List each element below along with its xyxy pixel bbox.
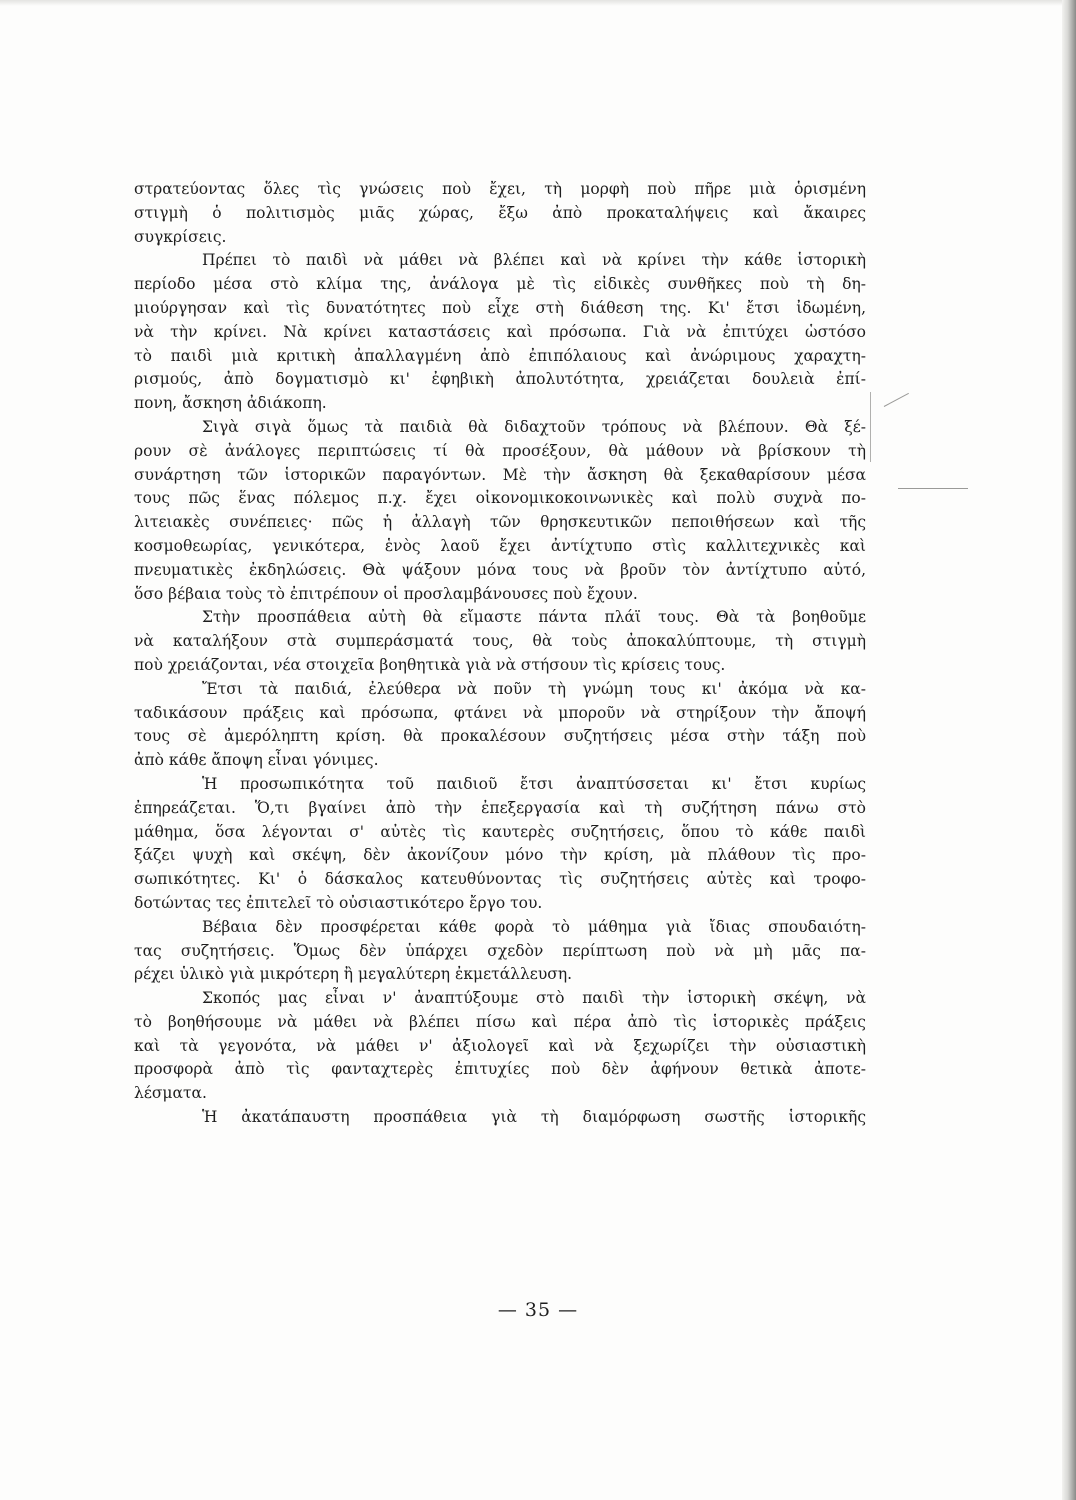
text-line: μιούργησαν καὶ τὶς δυνατότητες ποὺ εἶχε στὴ διάθεση της. Κι' ἔτσι ἰδωμένη, [134, 298, 866, 317]
text-line: ρισμούς, ἀπὸ δογματισμὸ κι' ἐφηβικὴ ἀπολυτότητα, χρειάζεται δουλειὰ ἐπί- [134, 370, 866, 389]
text-line: τους πῶς ἕνας πόλεμος π.χ. ἔχει οἰκονομικοκοινωνικὲς καὶ πολὺ συχνὰ πο- [134, 489, 866, 508]
margin-pencil-mark [870, 392, 871, 462]
text-line: μάθημα, ὅσα λέγονται σ' αὐτὲς τὶς καυτερὲς συζητήσεις, ὅπου τὸ κάθε παιδὶ [134, 822, 866, 841]
text-line: ταδικάσουν πράξεις καὶ πρόσωπα, φτάνει νὰ μποροῦν νὰ στηρίξουν τὴν ἄποψή [134, 703, 866, 722]
text-line: κοσμοθεωρίας, γενικότερα, ἑνὸς λαοῦ ἔχει ἀντίχτυπο στὶς καλλιτεχνικὲς καὶ [134, 536, 866, 555]
text-line: ξάζει ψυχὴ καὶ σκέψη, δὲν ἀκονίζουν μόνο τὴν κρίση, μὰ πλάθουν τὶς προ- [134, 846, 866, 865]
text-line: ρουν σὲ ἀνάλογες περιπτώσεις τί θὰ προσέξουν, θὰ μάθουν νὰ βρίσκουν τὴ [134, 441, 866, 460]
page-number: — 35 — [497, 1299, 579, 1321]
page-binding-edge [1062, 0, 1076, 1500]
text-line: τας συζητήσεις. Ὅμως δὲν ὑπάρχει σχεδὸν περίπτωση ποὺ νὰ μὴ μᾶς πα- [134, 941, 866, 960]
text-line: περίοδο μέσα στὸ κλίμα της, ἀνάλογα μὲ τὶς εἰδικὲς συνθῆκες ποὺ τὴ δη- [134, 275, 866, 294]
text-line: ποὺ χρειάζονται, νέα στοιχεῖα βοηθητικὰ γιὰ νὰ στήσουν τὶς κρίσεις τους. [134, 655, 726, 674]
text-line: συγκρίσεις. [134, 227, 227, 246]
text-line: συνάρτηση τῶν ἱστορικῶν παραγόντων. Μὲ τὴν ἄσκηση θὰ ξεκαθαρίσουν μέσα [134, 465, 866, 484]
text-line: πνευματικὲς ἐκδηλώσεις. Θὰ ψάξουν μόνα τους νὰ βροῦν τὸν ἀντίχτυπο αὐτό, [134, 560, 866, 579]
text-line: νὰ τὴν κρίνει. Νὰ κρίνει καταστάσεις καὶ πρόσωπα. Γιὰ νὰ ἐπιτύχει ὡστόσο [134, 322, 866, 341]
text-line: Βέβαια δὲν προσφέρεται κάθε φορὰ τὸ μάθημα γιὰ ἴδιας σπουδαιότη- [202, 917, 866, 936]
text-line: ἀπὸ κάθε ἄποψη εἶναι γόνιμες. [134, 751, 379, 770]
text-line: πονη, ἄσκηση ἀδιάκοπη. [134, 394, 327, 413]
text-line: ρέχει ὑλικὸ γιὰ μικρότερη ἢ μεγαλύτερη ἐκμετάλλευση. [134, 965, 573, 984]
text-line: σωπικότητες. Κι' ὁ δάσκαλος κατευθύνοντας τὶς συζητήσεις αὐτὲς καὶ τροφο- [134, 870, 866, 889]
text-line: λιτειακὲς συνέπειες· πῶς ἡ ἀλλαγὴ τῶν θρησκευτικῶν πεποιθήσεων καὶ τῆς [134, 513, 866, 532]
text-line: νὰ καταλήξουν στὰ συμπεράσματά τους, θὰ τοὺς ἀποκαλύπτουμε, τὴ στιγμὴ [134, 632, 866, 651]
text-line: προσφορὰ ἀπὸ τὶς φανταχτερὲς ἐπιτυχίες ποὺ δὲν ἀφήνουν θετικὰ ἀποτε- [134, 1060, 866, 1079]
text-line: καὶ τὰ γεγονότα, νὰ μάθει ν' ἀξιολογεῖ καὶ νὰ ξεχωρίζει τὴν οὐσιαστικὴ [134, 1036, 866, 1055]
text-line: ἐπηρεάζεται. Ὅ,τι βγαίνει ἀπὸ τὴν ἐπεξεργασία καὶ τὴ συζήτηση πάνω στὸ [134, 798, 866, 817]
text-line: δοτώντας τες ἐπιτελεῖ τὸ οὐσιαστικότερο ἔργο του. [134, 893, 543, 912]
text-line: Στὴν προσπάθεια αὐτὴ θὰ εἴμαστε πάντα πλάϊ τους. Θὰ τὰ βοηθοῦμε [202, 608, 866, 627]
text-line: Σιγὰ σιγὰ ὅμως τὰ παιδιὰ θὰ διδαχτοῦν τρόπους νὰ βλέπουν. Θὰ ξέ- [202, 417, 866, 436]
text-line: τους σὲ ἀμερόληπτη κρίση. θὰ προκαλέσουν συζητήσεις μέσα στὴν τάξη ποὺ [134, 727, 866, 746]
text-line: Σκοπός μας εἶναι ν' ἀναπτύξουμε στὸ παιδὶ τὴν ἱστορικὴ σκέψη, νὰ [202, 989, 866, 1008]
margin-pencil-mark [898, 488, 968, 489]
page-top-shadow [0, 0, 1076, 6]
text-line: Ἔτσι τὰ παιδιά, ἐλεύθερα νὰ ποῦν τὴ γνώμη τους κι' ἀκόμα νὰ κα- [202, 679, 866, 698]
text-line: Πρέπει τὸ παιδὶ νὰ μάθει νὰ βλέπει καὶ νὰ κρίνει τὴν κάθε ἱστορικὴ [202, 251, 866, 270]
text-line: στιγμὴ ὁ πολιτισμὸς μιᾶς χώρας, ἔξω ἀπὸ προκαταλήψεις καὶ ἄκαιρες [134, 203, 866, 222]
text-line: Ἡ προσωπικότητα τοῦ παιδιοῦ ἔτσι ἀναπτύσσεται κι' ἔτσι κυρίως [202, 774, 866, 793]
margin-pencil-mark [884, 393, 909, 407]
text-line: ὅσο βέβαια τοὺς τὸ ἐπιτρέπουν οἱ προσλαμβάνουσες ποὺ ἔχουν. [134, 584, 638, 603]
text-line: τὸ παιδὶ μιὰ κριτικὴ ἀπαλλαγμένη ἀπὸ ἐπιπόλαιους καὶ ἀνώριμους χαραχτη- [134, 346, 866, 365]
body-text [134, 178, 866, 1130]
text-line: Ἡ ἀκατάπαυστη προσπάθεια γιὰ τὴ διαμόρφωση σωστῆς ἱστορικῆς [202, 1108, 866, 1127]
text-line: λέσματα. [134, 1084, 207, 1103]
text-line: στρατεύοντας ὅλες τὶς γνώσεις ποὺ ἔχει, τὴ μορφὴ ποὺ πῆρε μιὰ ὁρισμένη [134, 180, 866, 198]
text-line: τὸ βοηθήσουμε νὰ μάθει νὰ βλέπει πίσω καὶ πέρα ἀπὸ τὶς ἱστορικὲς πράξεις [134, 1012, 866, 1031]
